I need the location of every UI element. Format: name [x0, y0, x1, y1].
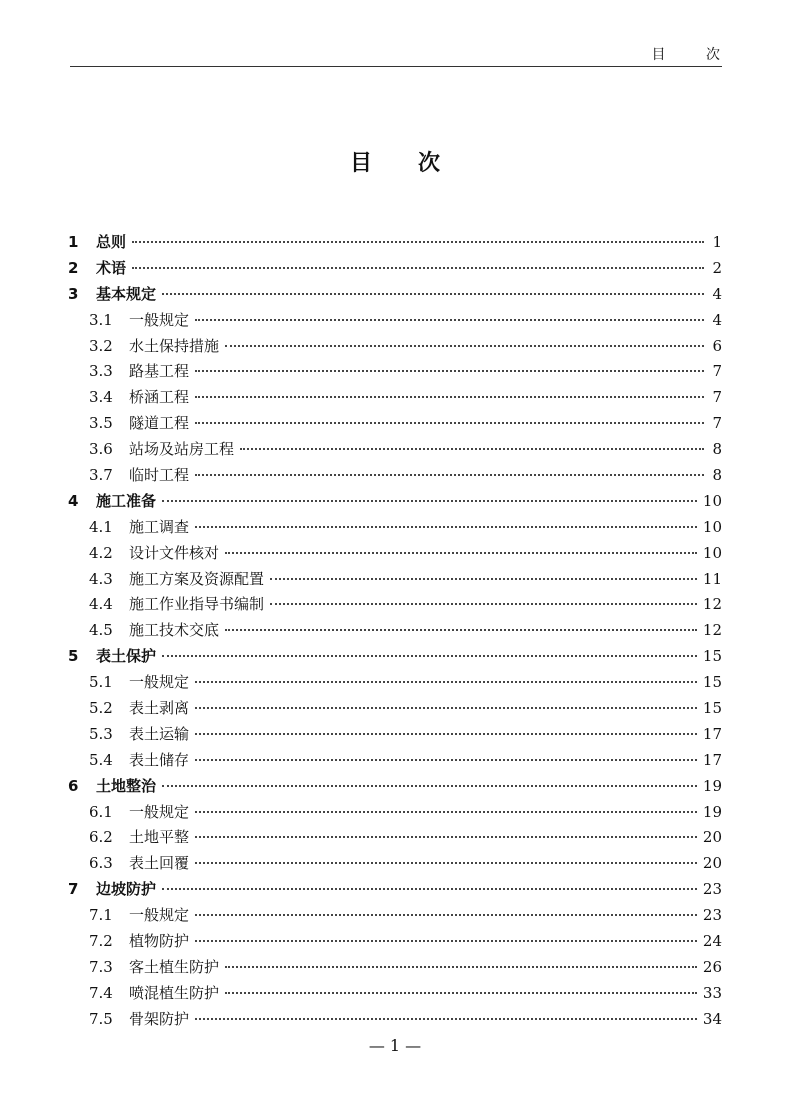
toc-entry-number: 2: [68, 258, 79, 277]
toc-entry-label: 表土运输: [129, 724, 190, 743]
toc-entry-number: 5.3: [89, 724, 113, 743]
toc-chapter-entry[interactable]: [68, 489, 722, 515]
toc-section-entry[interactable]: [68, 955, 722, 981]
toc-entry-number: 3.2: [89, 336, 113, 355]
toc-entry-label: 术语: [96, 258, 127, 277]
toc-entry-label: 一般规定: [129, 673, 190, 692]
dot-leader: [195, 914, 697, 916]
toc-entry-page: 19: [702, 776, 722, 795]
dot-leader: [195, 422, 704, 424]
toc-entry-label: 水土保持措施: [129, 336, 220, 355]
toc-chapter-entry[interactable]: [68, 774, 722, 800]
toc-entry-number: 6.2: [89, 828, 113, 847]
dot-leader: [195, 370, 704, 372]
toc-entry-number: 3: [68, 284, 79, 303]
toc-entry-page: 7: [712, 414, 722, 433]
toc-entry-label: 设计文件核对: [129, 543, 220, 562]
toc-entry-label: 客土植生防护: [129, 957, 220, 976]
toc-chapter-entry[interactable]: [68, 877, 722, 903]
toc-entry-label: 植物防护: [129, 932, 190, 951]
toc-entry-number: 5.4: [89, 750, 113, 769]
toc-section-entry[interactable]: [68, 722, 722, 748]
toc-entry-label: 表土保护: [96, 647, 157, 666]
toc-entry-label: 路基工程: [129, 362, 190, 381]
dot-leader: [270, 603, 697, 605]
toc-entry-label: 临时工程: [129, 466, 190, 485]
toc-entry-page: 15: [702, 699, 722, 718]
toc-section-entry[interactable]: [68, 748, 722, 774]
toc-entry-label: 施工调查: [129, 517, 190, 536]
toc-entry-number: 4: [68, 491, 79, 510]
toc-entry-page: 2: [712, 258, 722, 277]
toc-entry-label: 一般规定: [129, 906, 190, 925]
dot-leader: [195, 1018, 697, 1020]
toc-entry-number: 3.5: [89, 414, 113, 433]
dot-leader: [132, 267, 704, 269]
dot-leader: [240, 448, 704, 450]
toc-entry-page: 7: [712, 388, 722, 407]
toc-entry-page: 8: [712, 466, 722, 485]
toc-entry-number: 4.2: [89, 543, 113, 562]
toc-entry-page: 12: [702, 621, 722, 640]
toc-entry-label: 表土储存: [129, 750, 190, 769]
toc-section-entry[interactable]: [68, 929, 722, 955]
toc-section-entry[interactable]: [68, 1007, 722, 1033]
toc-entry-number: 3.6: [89, 440, 113, 459]
table-of-contents: [68, 230, 722, 1033]
toc-entry-number: 4.3: [89, 569, 113, 588]
toc-entry-number: 6: [68, 776, 79, 795]
toc-entry-page: 19: [702, 802, 722, 821]
toc-entry-number: 7: [68, 880, 79, 899]
toc-entry-label: 施工方案及资源配置: [129, 569, 265, 588]
toc-entry-number: 4.5: [89, 621, 113, 640]
dot-leader: [132, 241, 704, 243]
toc-entry-page: 23: [702, 906, 722, 925]
toc-entry-label: 一般规定: [129, 310, 190, 329]
toc-entry-number: 7.2: [89, 932, 113, 951]
toc-entry-number: 7.4: [89, 983, 113, 1002]
toc-section-entry[interactable]: [68, 903, 722, 929]
toc-section-entry[interactable]: [68, 696, 722, 722]
toc-entry-label: 桥涵工程: [129, 388, 190, 407]
toc-entry-label: 土地平整: [129, 828, 190, 847]
toc-entry-label: 边坡防护: [96, 880, 157, 899]
toc-section-entry[interactable]: [68, 618, 722, 644]
dot-leader: [162, 888, 697, 890]
toc-entry-page: 17: [702, 724, 722, 743]
toc-entry-page: 1: [712, 233, 722, 251]
dot-leader: [195, 707, 697, 709]
toc-entry-label: 站场及站房工程: [129, 440, 235, 459]
toc-entry-number: 4.4: [89, 595, 113, 614]
toc-entry-page: 10: [702, 517, 722, 536]
toc-entry-label: 基本规定: [96, 284, 157, 303]
dot-leader: [195, 733, 697, 735]
page-title: 目次: [349, 151, 486, 176]
toc-entry-page: 4: [712, 284, 722, 303]
dot-leader: [195, 396, 704, 398]
dot-leader: [195, 526, 697, 528]
toc-entry-page: 7: [712, 362, 722, 381]
toc-entry-number: 3.3: [89, 362, 113, 381]
dot-leader: [225, 629, 697, 631]
toc-entry-number: 5.1: [89, 673, 113, 692]
toc-entry-page: 34: [702, 1009, 722, 1028]
toc-entry-page: 12: [702, 595, 722, 614]
toc-section-entry[interactable]: [68, 385, 722, 411]
toc-chapter-entry[interactable]: [68, 644, 722, 670]
toc-section-entry[interactable]: [68, 800, 722, 826]
toc-section-entry[interactable]: [68, 851, 722, 877]
toc-entry-page: 20: [702, 854, 722, 873]
dot-leader: [225, 966, 697, 968]
toc-entry-number: 7.3: [89, 957, 113, 976]
toc-section-entry[interactable]: [68, 334, 722, 360]
toc-entry-label: 隧道工程: [129, 414, 190, 433]
dot-leader: [195, 759, 697, 761]
toc-section-entry[interactable]: [68, 411, 722, 437]
toc-entry-label: 施工作业指导书编制: [129, 595, 265, 614]
dot-leader: [162, 785, 697, 787]
toc-chapter-entry[interactable]: [68, 282, 722, 308]
toc-chapter-entry[interactable]: [68, 256, 722, 282]
toc-entry-label: 施工技术交底: [129, 621, 220, 640]
toc-entry-page: 15: [702, 673, 722, 692]
toc-entry-number: 5.2: [89, 699, 113, 718]
toc-entry-number: 5: [68, 647, 79, 666]
dot-leader: [195, 862, 697, 864]
toc-entry-page: 24: [702, 932, 722, 951]
toc-entry-page: 33: [702, 983, 722, 1002]
toc-entry-page: 10: [702, 543, 722, 562]
toc-entry-label: 一般规定: [129, 802, 190, 821]
toc-entry-page: 11: [702, 569, 722, 588]
toc-section-entry[interactable]: [68, 981, 722, 1007]
toc-entry-number: 6.1: [89, 802, 113, 821]
toc-section-entry[interactable]: [68, 670, 722, 696]
toc-entry-number: 7.5: [89, 1009, 113, 1028]
toc-entry-page: 23: [702, 880, 722, 899]
toc-entry-page: 10: [702, 491, 722, 510]
dot-leader: [195, 940, 697, 942]
dot-leader: [195, 811, 697, 813]
dot-leader: [195, 474, 704, 476]
toc-entry-number: 6.3: [89, 854, 113, 873]
dot-leader: [225, 345, 704, 347]
dot-leader: [195, 681, 697, 683]
toc-entry-label: 表土剥离: [129, 699, 190, 718]
toc-entry-page: 15: [702, 647, 722, 666]
toc-entry-label: 施工准备: [96, 491, 157, 510]
toc-entry-page: 17: [702, 750, 722, 769]
toc-section-entry[interactable]: [68, 515, 722, 541]
toc-entry-page: 26: [702, 957, 722, 976]
toc-section-entry[interactable]: [68, 592, 722, 618]
running-header: [70, 38, 738, 67]
toc-entry-label: 骨架防护: [129, 1009, 190, 1028]
dot-leader: [270, 578, 697, 580]
toc-entry-page: 8: [712, 440, 722, 459]
toc-entry-label: 表土回覆: [129, 854, 190, 873]
toc-entry-number: 4.1: [89, 517, 113, 536]
toc-entry-number: 3.1: [89, 310, 113, 329]
toc-chapter-entry[interactable]: [68, 230, 722, 256]
toc-section-entry[interactable]: [68, 308, 722, 334]
toc-entry-number: 1: [68, 233, 79, 251]
toc-entry-page: 4: [712, 310, 722, 329]
toc-entry-number: 3.7: [89, 466, 113, 485]
dot-leader: [225, 552, 697, 554]
toc-section-entry[interactable]: [68, 825, 722, 851]
toc-section-entry[interactable]: [68, 437, 722, 463]
toc-section-entry[interactable]: [68, 567, 722, 593]
header-title: 目 次: [651, 47, 738, 63]
dot-leader: [162, 500, 697, 502]
toc-entry-label: 土地整治: [96, 776, 157, 795]
dot-leader: [195, 319, 704, 321]
toc-entry-label: 喷混植生防护: [129, 983, 220, 1002]
dot-leader: [162, 293, 704, 295]
toc-entry-number: 7.1: [89, 906, 113, 925]
dot-leader: [195, 836, 697, 838]
toc-entry-page: 6: [712, 336, 722, 355]
toc-entry-number: 3.4: [89, 388, 113, 407]
dot-leader: [162, 655, 697, 657]
toc-section-entry[interactable]: [68, 541, 722, 567]
toc-entry-label: 总则: [96, 233, 127, 251]
page-number: — 1 —: [368, 1036, 422, 1055]
toc-section-entry[interactable]: [68, 463, 722, 489]
toc-entry-page: 20: [702, 828, 722, 847]
dot-leader: [225, 992, 697, 994]
toc-section-entry[interactable]: [68, 359, 722, 385]
